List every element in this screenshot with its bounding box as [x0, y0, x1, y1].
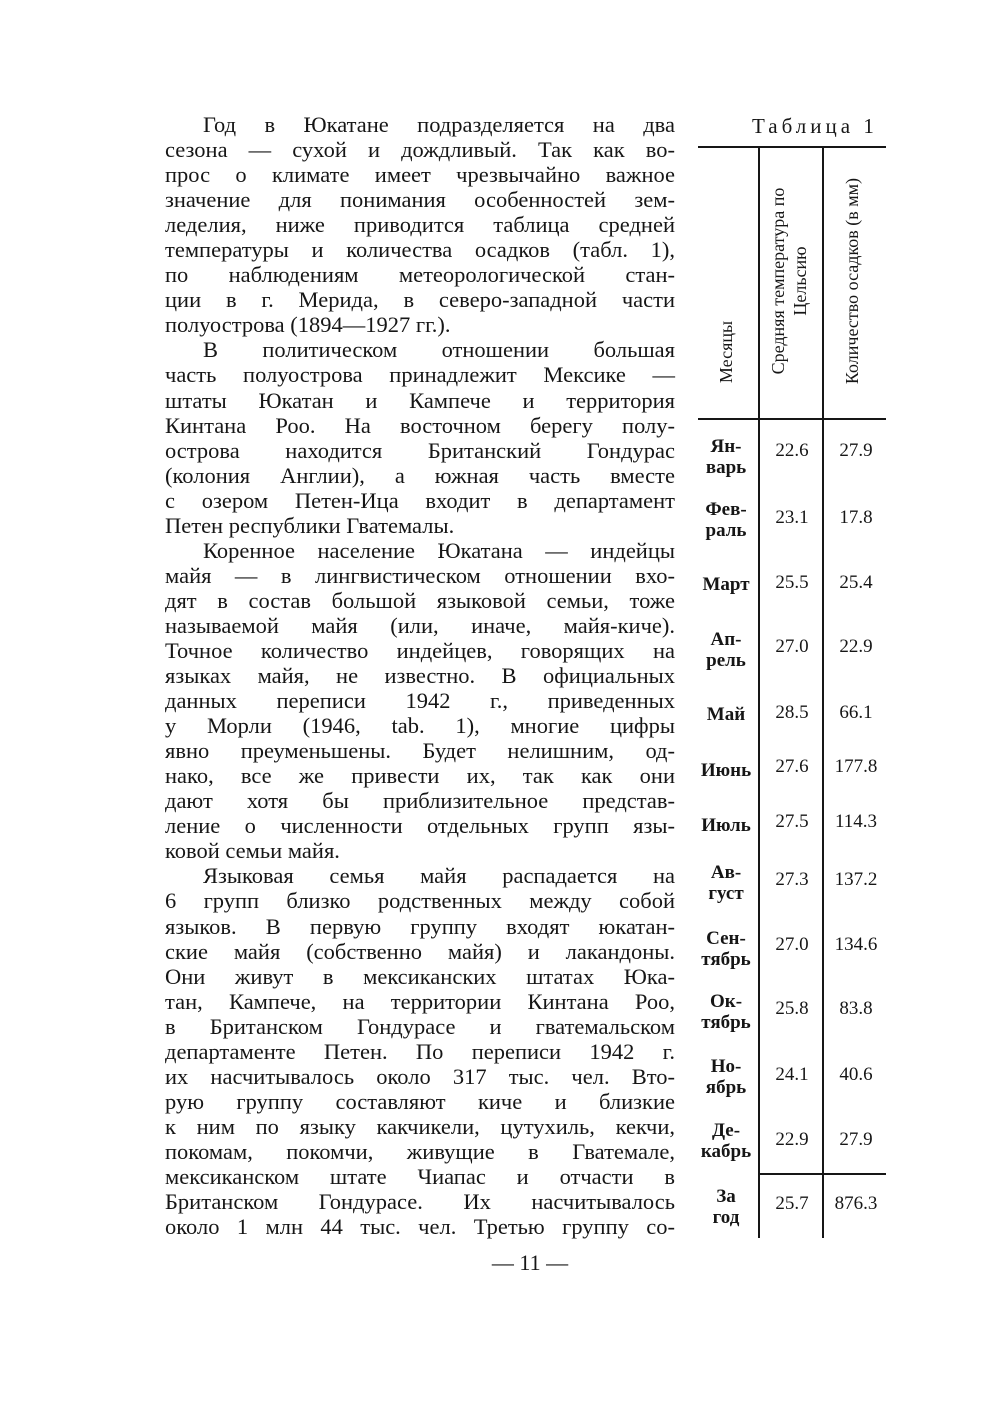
temp-cell: 24.1	[775, 1064, 809, 1085]
text-line: тан, Кампече, на территории Кинтана Роо,	[165, 988, 675, 1014]
month-cell: Ап- рель	[706, 629, 746, 671]
text-line: по наблюдениям метеорологической стан-	[165, 262, 675, 288]
text-line: мексиканском штате Чиапас и отчасти в	[165, 1163, 675, 1189]
text-line: языках майя, не известно. В официальных	[165, 663, 675, 689]
text-line: называемой майя (или, иначе, майя-киче).	[165, 612, 675, 638]
table-col-rule-1	[758, 146, 760, 1238]
month-cell: Март	[702, 574, 750, 595]
month-cell: Но- ябрь	[705, 1056, 747, 1098]
temp-cell: 27.5	[775, 811, 809, 832]
text-line: прос о климате имеет чрезвычайно важное	[165, 162, 675, 188]
text-line: Они живут в мексиканских штатах Юка-	[165, 963, 675, 989]
temp-cell: 22.6	[775, 440, 809, 461]
text-line: сезона — сухой и дождливый. Так как во-	[165, 137, 675, 163]
text-line: около 1 млн 44 тыс. чел. Третью группу со-	[165, 1214, 675, 1240]
paragraph-4	[165, 863, 675, 1239]
temp-cell: 27.6	[775, 756, 809, 777]
text-line: рую группу составляют киче и близкие	[165, 1088, 675, 1114]
month-cell: Де- кабрь	[700, 1120, 752, 1162]
temp-cell: 27.3	[775, 869, 809, 890]
table-title: Таблица 1	[752, 114, 878, 138]
text-line: ские майя (собственно майя) и лакандоны.	[165, 938, 675, 964]
text-line: Петен республики Гватемалы.	[165, 512, 455, 538]
temp-cell: 27.0	[775, 636, 809, 657]
precip-cell: 17.8	[839, 507, 873, 528]
month-cell: Июнь	[700, 760, 752, 781]
header-precip: Количество осадков (в мм)	[842, 177, 862, 385]
text-line: 6 групп близко родственных между собой	[165, 888, 675, 914]
temp-cell: 23.1	[775, 507, 809, 528]
precip-cell: 27.9	[839, 1129, 873, 1150]
text-line: Кинтана Роо. На восточном берегу полу-	[165, 412, 675, 438]
text-line: у Морли (1946, tab. 1), многие цифры	[165, 713, 675, 739]
month-cell: Май	[706, 704, 746, 725]
text-line: в Британском Гондурасе и гватемальском	[165, 1013, 675, 1039]
paragraph-1	[165, 112, 675, 337]
temp-cell: 25.8	[775, 998, 809, 1019]
precip-cell: 177.8	[834, 756, 878, 777]
text-line: температуры и количества осадков (табл. 1),	[165, 237, 675, 263]
text-line: дают хотя бы приблизительное представ-	[165, 788, 675, 814]
text-line: нако, все же привести их, так как они	[165, 763, 675, 789]
text-line: ковой семьи майя.	[165, 838, 340, 864]
text-line: Британском Гондурасе. Их насчитывалось	[165, 1189, 675, 1215]
temp-cell: 22.9	[775, 1129, 809, 1150]
precip-cell: 27.9	[839, 440, 873, 461]
month-cell: Ок- тябрь	[701, 991, 751, 1033]
text-line: Коренное население Юкатана — индейцы	[203, 537, 675, 563]
month-cell: Ав- густ	[708, 862, 744, 904]
temp-cell: 28.5	[775, 702, 809, 723]
precip-cell: 114.3	[834, 811, 878, 832]
text-line: майя — в лингвистическом отношении вхо-	[165, 562, 675, 588]
temp-cell: 25.5	[775, 572, 809, 593]
text-line: покомам, покомчи, живущие в Гватемале,	[165, 1138, 675, 1164]
text-line: явно преуменьшены. Будет нелишним, од-	[165, 738, 675, 764]
table-top-rule	[698, 146, 886, 148]
month-cell: Фев- раль	[705, 499, 747, 541]
body-text	[165, 112, 675, 1239]
text-line: данных переписи 1942 г., приведенных	[165, 688, 675, 714]
text-line: ление о численности отдельных групп язы-	[165, 813, 675, 839]
precip-cell: 25.4	[839, 572, 873, 593]
precip-cell: 66.1	[839, 702, 873, 723]
paragraph-2	[165, 337, 675, 537]
header-temp-line2: Цельсию	[790, 246, 810, 316]
header-month: Месяцы	[716, 320, 736, 384]
text-line: часть полуострова принадлежит Мексике —	[165, 362, 675, 388]
table-header-rule	[698, 418, 886, 420]
precip-cell: 83.8	[839, 998, 873, 1019]
text-line: полуострова (1894—1927 гг.).	[165, 312, 451, 338]
month-cell: Июль	[701, 815, 751, 836]
text-line: ции в г. Мерида, в северо-западной части	[165, 287, 675, 313]
total-temp-cell: 25.7	[775, 1193, 809, 1214]
text-line: В политическом отношении большая	[203, 337, 675, 363]
text-line: значение для понимания особенностей зем-	[165, 187, 675, 213]
text-line: языков. В первую группу входят юкатан-	[165, 913, 675, 939]
text-line: (колония Англии), а южная часть вместе	[165, 462, 675, 488]
text-line: с озером Петен-Ица входит в департамент	[165, 487, 675, 513]
text-line: к ним по языку какчикели, цутухиль, кекчи,	[165, 1113, 675, 1139]
precip-cell: 22.9	[839, 636, 873, 657]
temp-cell: 27.0	[775, 934, 809, 955]
total-precip-cell: 876.3	[834, 1193, 878, 1214]
text-line: их насчитывалось около 317 тыс. чел. Вто-	[165, 1063, 675, 1089]
header-temp-line1: Средняя температура по	[768, 187, 788, 375]
page-number: — 11 —	[491, 1250, 569, 1275]
total-label-cell: За год	[712, 1186, 740, 1228]
text-line: Языковая семья майя распадается на	[203, 863, 675, 889]
text-line: Год в Юкатане подразделяется на два	[203, 112, 675, 137]
paragraph-3	[165, 538, 675, 864]
month-cell: Ян- варь	[705, 436, 747, 478]
precip-cell: 137.2	[834, 869, 878, 890]
text-line: леделия, ниже приводится таблица средней	[165, 212, 675, 238]
table-col-rule-2	[822, 146, 824, 1238]
text-line: острова находится Британский Гондурас	[165, 437, 675, 463]
text-line: дят в состав большой языковой семьи, тоже	[165, 587, 675, 613]
precip-cell: 40.6	[839, 1064, 873, 1085]
text-line: Точное количество индейцев, говорящих на	[165, 637, 675, 663]
text-line: департаменте Петен. По переписи 1942 г.	[165, 1038, 675, 1064]
month-cell: Сен- тябрь	[701, 928, 751, 970]
precip-cell: 134.6	[834, 934, 878, 955]
text-line: штаты Юкатан и Кампече и территория	[165, 387, 675, 413]
